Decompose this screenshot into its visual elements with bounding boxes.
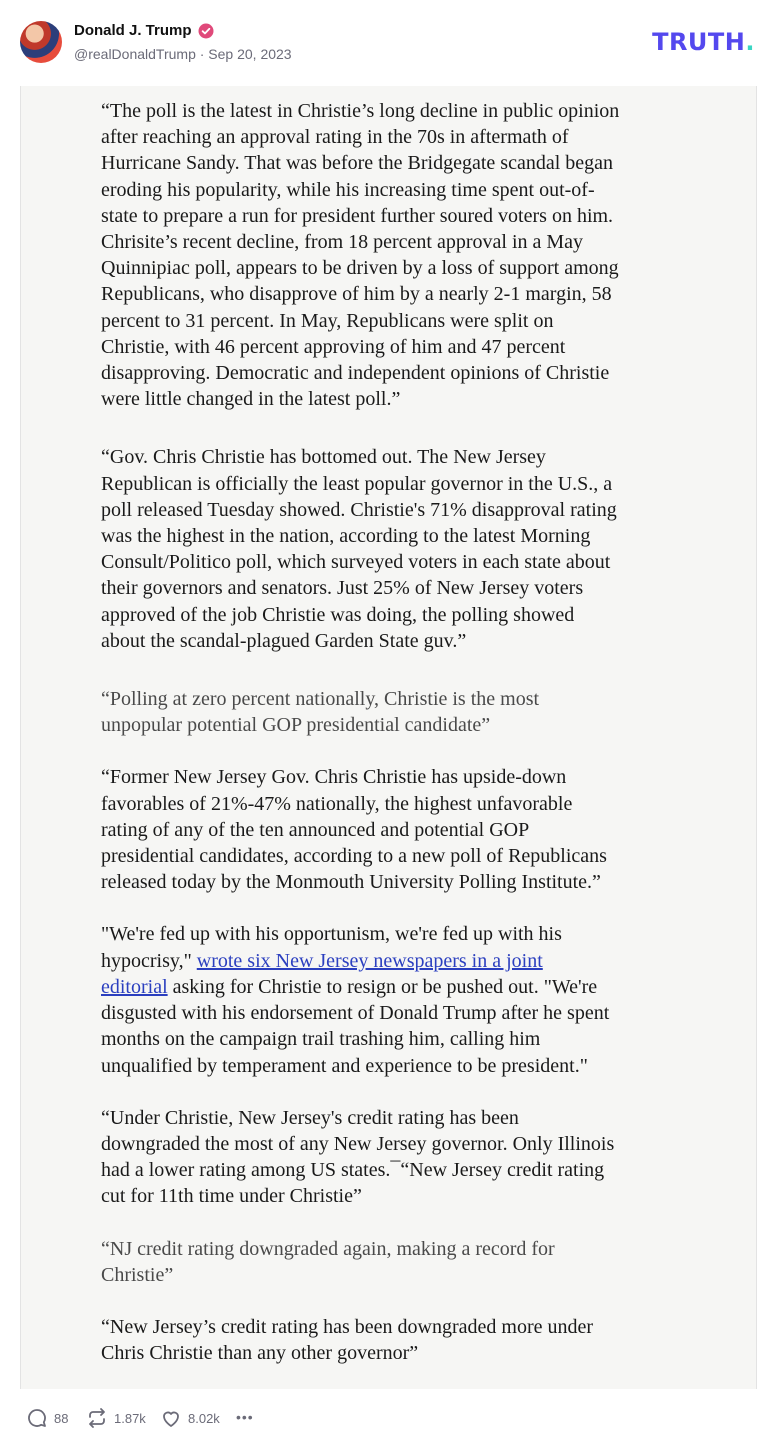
retruth-icon	[86, 1407, 108, 1429]
more-icon: •••	[236, 1409, 254, 1425]
author-name-row[interactable]	[74, 22, 214, 39]
document-text	[101, 98, 701, 1366]
verified-badge-icon	[198, 23, 214, 39]
post-image[interactable]	[20, 86, 757, 1389]
reply-button[interactable]	[26, 1407, 68, 1429]
paragraph-2: “Gov. Chris Christie has bottomed out. The New Jersey Republican is officially the least popular governor in the U.S., a poll released Tuesday showed. Christie's 71% disapproval rating was the highest in the nation, according to the latest Morning Consult/Politico poll, which surveyed voters in each state about their governors and senators. Just 25% of New Jersey voters approved of the job Christie was doing, the polling showed about the scandal-plagued Garden State guv.”	[101, 446, 617, 652]
like-count: 8.02k	[188, 1410, 220, 1426]
like-button[interactable]	[160, 1407, 220, 1429]
paragraph-4: “Former New Jersey Gov. Chris Christie has upside-down favorables of 21%-47% nationally, the highest unfavorable rating of any of the ten announced and potential GOP presidential candidates, according to a new poll of Republicans released today by the Monmouth University Polling Institute.”	[101, 766, 607, 894]
paragraph-5: "We're fed up with his opportunism, we're fed up with his hypocrisy," wrote six New Jersey newspapers in a joint editorial asking for Christie to resign or be pushed out. "We're disgusted with his endorsement of Donald Trump after he spent months on the campaign trail trashing him, calling him unqualified by temperament and experience to be president."	[101, 923, 610, 1077]
retruth-button[interactable]	[86, 1407, 146, 1429]
paragraph-6: “Under Christie, New Jersey's credit rating has been downgraded the most of any New Jersey governor. Only Illinois had a lower rating among US states.¯“New Jersey credit rating cut for 11th time under Christie”	[101, 1106, 615, 1208]
author-avatar[interactable]	[20, 21, 62, 63]
reply-count: 88	[54, 1410, 69, 1426]
editorial-link[interactable]: wrote six New Jersey newspapers in a joint	[196, 949, 543, 972]
post-actions	[0, 1395, 777, 1453]
paragraph-1: “The poll is the latest in Christie’s long decline in public opinion after reaching an approval rating in the 70s in aftermath of Hurricane Sandy. That was before the Bridgegate scandal began eroding his popularity, while his increasing time spent out-of- state to prepare a run for president further soured voters on him. Chrisite’s recent decline, from 18 percent approval in a May Quinnipiac poll, appears to be driven by a loss of support among Republicans, who disapprove of him by a nearly 2-1 margin, 58 percent to 31 percent. In May, Republicans were split on Christie, with 46 percent approving of him and 47 percent disapproving. Democratic and independent opinions of Christie were little changed in the latest poll.”	[101, 100, 620, 411]
author-handle-date[interactable]: @realDonaldTrump · Sep 20, 2023	[74, 46, 292, 62]
retruth-count: 1.87k	[114, 1410, 146, 1426]
heart-icon	[160, 1407, 182, 1429]
more-options-button[interactable]	[236, 1409, 254, 1425]
editorial-link-continued[interactable]: editorial	[101, 975, 168, 998]
paragraph-7: “NJ credit rating downgraded again, making a record for Christie”	[101, 1237, 555, 1286]
paragraph-8: “New Jersey’s credit rating has been downgraded more under Chris Christie than any other governor”	[101, 1315, 594, 1365]
post-header	[0, 0, 777, 86]
paragraph-3: “Polling at zero percent nationally, Christie is the most unpopular potential GOP presidential candidate”	[101, 688, 540, 737]
reply-icon	[26, 1407, 48, 1429]
author-name[interactable]: Donald J. Trump	[74, 22, 192, 39]
truth-social-logo[interactable]: TRUTH.	[652, 28, 755, 56]
